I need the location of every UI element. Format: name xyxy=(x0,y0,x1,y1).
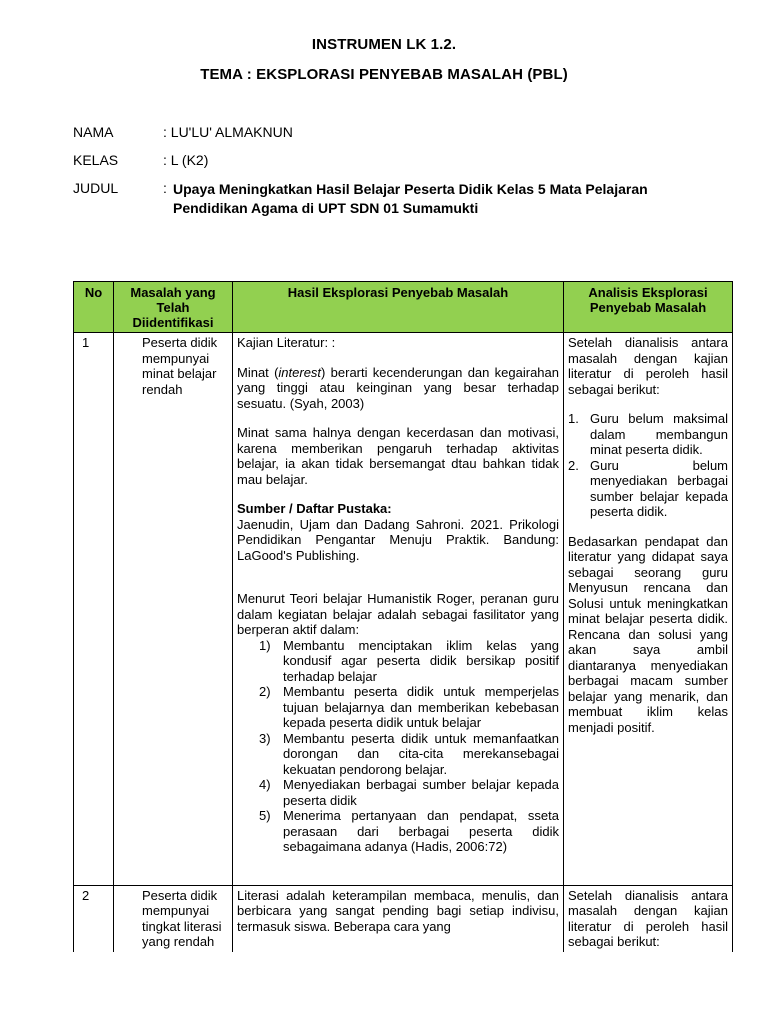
header-no: No xyxy=(74,282,114,333)
document-title: INSTRUMEN LK 1.2. xyxy=(311,36,457,53)
nama-value: : LU'LU' ALMAKNUN xyxy=(163,124,293,140)
analisis-intro: Setelah dianalisis antara masalah dengan kajian literatur di peroleh hasil sebagai berikut: xyxy=(568,335,728,397)
nama-label: NAMA xyxy=(73,124,114,140)
analisis-conclusion: Bedasarkan pendapat dan literatur yang didapat saya sebagai seorang guru Menyusun rencana dan Solusi untuk meningkatkan minat belajar peserta didik. Rencana dan solusi yang akan saya ambil diantaranya menyediakan berbagai macam sumber belajar yang menarik, dan membuat iklim kelas menjadi positif. xyxy=(568,533,728,735)
judul-value: Upaya Meningkatkan Hasil Belajar Peserta Didik Kelas 5 Mata Pelajaran Pendidikan Agama di UPT SDN 01 Sumamukti xyxy=(173,181,648,216)
list-item: 5) Menerima pertanyaan dan pendapat, sseta perasaan dari berbagai peserta didik sebagaimana adanya (Hadis, 2006:72) xyxy=(259,808,559,854)
sumber-text: Jaenudin, Ujam dan Dadang Sahroni. 2021. Prikologi Pendidikan Pengantar Menuju Praktik. Bandung: LaGood's Publishing. xyxy=(237,516,559,563)
table-row xyxy=(74,885,733,952)
row2-masalah: Peserta didik mempunyai tingkat literasi yang rendah xyxy=(142,887,222,949)
list-item: 2. Guru belum menyediakan berbagai sumber belajar kepada peserta didik. xyxy=(568,457,728,519)
list-item: 4) Menyediakan berbagai sumber belajar kepada peserta didik xyxy=(259,777,559,808)
list-item: 1. Guru belum maksimal dalam membangun minat peserta didik. xyxy=(568,411,728,457)
minat-paragraph-2: Minat sama halnya dengan kecerdasan dan motivasi, karena memberikan pengaruh terhadap aktivitas belajar, ia akan tidak bersemangat dtau bahkan tidak mau belajar. xyxy=(237,425,559,487)
kelas-value: : L (K2) xyxy=(163,152,209,168)
row2-hasil: Literasi adalah keterampilan membaca, menulis, dan berbicara yang sangat pending bagi setiap indivisu, termasuk siswa. Beberapa cara yang xyxy=(233,885,564,952)
kajian-heading: Kajian Literatur: : xyxy=(237,335,336,350)
exploration-table xyxy=(73,281,733,952)
row1-analisis-cell xyxy=(564,333,733,886)
row1-masalah: Peserta didik mempunyai minat belajar rendah xyxy=(142,335,218,397)
row1-no: 1 xyxy=(74,333,114,886)
judul-colon: : xyxy=(163,180,167,196)
table-row xyxy=(74,333,733,886)
row1-hasil-cell xyxy=(233,333,564,886)
row1-masalah-cell xyxy=(114,333,233,886)
rogers-paragraph: Menurut Teori belajar Humanistik Roger, peranan guru dalam kegiatan belajar adalah sebagai fasilitator yang berperan aktif dalam: xyxy=(237,591,559,637)
analisis-list xyxy=(568,411,728,520)
list-item: 2) Membantu peserta didik untuk memperjelas tujuan belajarnya dan memberikan kebebasan kepada peserta didik untuk belajar xyxy=(259,684,559,730)
table-header-row xyxy=(74,282,733,333)
row2-no: 2 xyxy=(74,885,114,952)
list-item: 3) Membantu peserta didik untuk memanfaatkan dorongan dan cita-cita merekansebagai kekuatan pendorong belajar. xyxy=(259,730,559,777)
judul-label: JUDUL xyxy=(73,180,119,196)
row2-analisis: Setelah dianalisis antara masalah dengan kajian literatur di peroleh hasil sebagai berikut: xyxy=(564,885,733,952)
row2-masalah-cell xyxy=(114,885,233,952)
document-theme: TEMA : EKSPLORASI PENYEBAB MASALAH (PBL) xyxy=(200,66,568,83)
header-hasil: Hasil Eksplorasi Penyebab Masalah xyxy=(233,282,564,333)
minat-paragraph: Minat (interest) berarti kecenderungan dan kegairahan yang tinggi atau keinginan yang besar terhadap sesuatu. (Syah, 2003) xyxy=(237,364,559,411)
kelas-label: KELAS xyxy=(73,152,119,168)
sumber-heading: Sumber / Daftar Pustaka: xyxy=(237,501,392,516)
header-analisis: Analisis Eksplorasi Penyebab Masalah xyxy=(564,282,733,333)
rogers-list xyxy=(237,638,559,855)
header-masalah: Masalah yang Telah Diidentifikasi xyxy=(114,282,233,333)
list-item: 1) Membantu menciptakan iklim kelas yang kondusif agar peserta didik bersikap positif terhadap belajar xyxy=(259,637,559,684)
